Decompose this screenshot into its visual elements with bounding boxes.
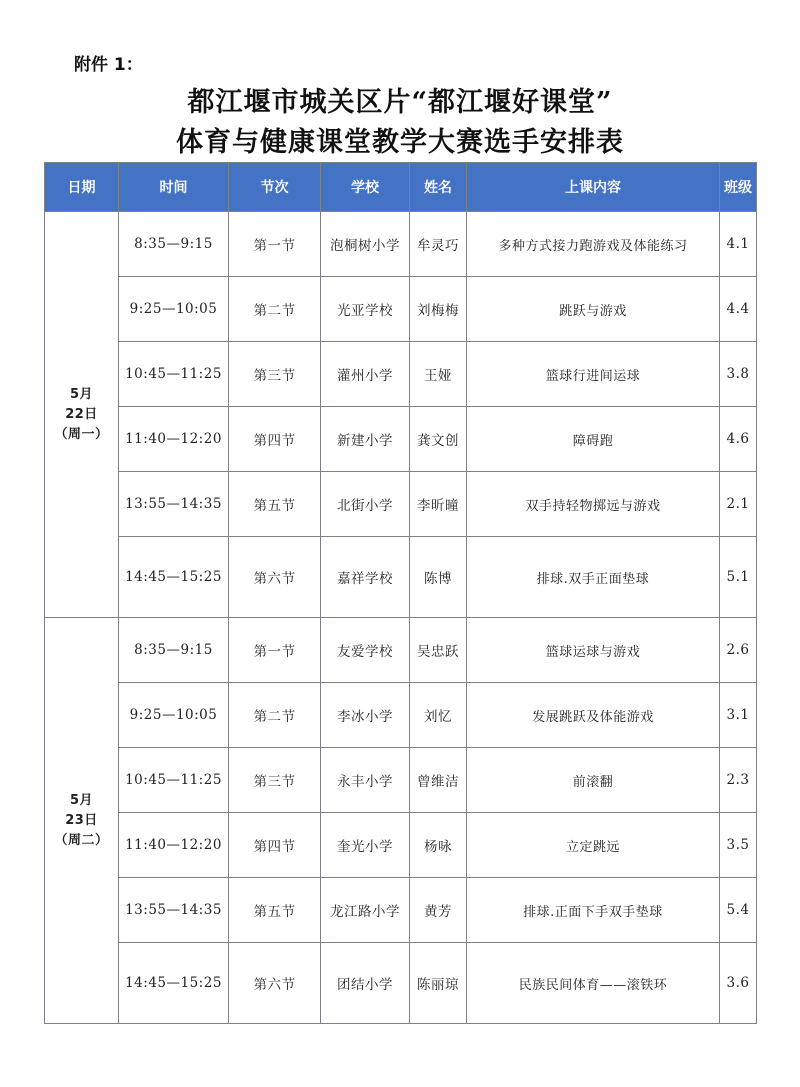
header-date: 日期 bbox=[45, 163, 119, 212]
cell-time: 10:45—11:25 bbox=[119, 748, 229, 813]
cell-name: 李昕曈 bbox=[410, 472, 467, 537]
cell-class: 4.1 bbox=[720, 212, 757, 277]
cell-school: 光亚学校 bbox=[321, 277, 410, 342]
cell-time: 8:35—9:15 bbox=[119, 212, 229, 277]
header-topic: 上课内容 bbox=[467, 163, 720, 212]
cell-period: 第五节 bbox=[229, 472, 321, 537]
date-cell bbox=[45, 618, 119, 1024]
attachment-label: 附件 1： bbox=[74, 55, 143, 75]
cell-name: 刘梅梅 bbox=[410, 277, 467, 342]
cell-name: 刘忆 bbox=[410, 683, 467, 748]
cell-school: 团结小学 bbox=[321, 943, 410, 1024]
cell-name: 吴忠跃 bbox=[410, 618, 467, 683]
cell-period: 第四节 bbox=[229, 407, 321, 472]
date-month: 5月 bbox=[69, 792, 94, 808]
cell-topic: 排球.正面下手双手垫球 bbox=[467, 878, 720, 943]
cell-topic: 排球.双手正面垫球 bbox=[467, 537, 720, 618]
cell-class: 3.6 bbox=[720, 943, 757, 1024]
cell-period: 第二节 bbox=[229, 683, 321, 748]
cell-topic: 发展跳跃及体能游戏 bbox=[467, 683, 720, 748]
table-row bbox=[45, 342, 757, 407]
cell-time: 10:45—11:25 bbox=[119, 342, 229, 407]
date-weekday: （周二） bbox=[54, 832, 109, 848]
table-row bbox=[45, 878, 757, 943]
table-row bbox=[45, 407, 757, 472]
header-time: 时间 bbox=[119, 163, 229, 212]
date-cell bbox=[45, 212, 119, 618]
cell-time: 14:45—15:25 bbox=[119, 943, 229, 1024]
cell-class: 3.5 bbox=[720, 813, 757, 878]
cell-class: 5.4 bbox=[720, 878, 757, 943]
cell-class: 4.6 bbox=[720, 407, 757, 472]
cell-name: 王娅 bbox=[410, 342, 467, 407]
date-day: 23日 bbox=[65, 812, 98, 828]
cell-time: 13:55—14:35 bbox=[119, 878, 229, 943]
header-period: 节次 bbox=[229, 163, 321, 212]
cell-period: 第六节 bbox=[229, 537, 321, 618]
table-row bbox=[45, 813, 757, 878]
schedule-table bbox=[44, 162, 757, 1024]
cell-period: 第三节 bbox=[229, 748, 321, 813]
cell-period: 第二节 bbox=[229, 277, 321, 342]
cell-school: 北街小学 bbox=[321, 472, 410, 537]
cell-period: 第一节 bbox=[229, 212, 321, 277]
cell-topic: 前滚翻 bbox=[467, 748, 720, 813]
cell-school: 龙江路小学 bbox=[321, 878, 410, 943]
cell-name: 陈博 bbox=[410, 537, 467, 618]
cell-class: 4.4 bbox=[720, 277, 757, 342]
header-school: 学校 bbox=[321, 163, 410, 212]
cell-topic: 篮球行进间运球 bbox=[467, 342, 720, 407]
cell-class: 3.1 bbox=[720, 683, 757, 748]
cell-class: 3.8 bbox=[720, 342, 757, 407]
cell-topic: 篮球运球与游戏 bbox=[467, 618, 720, 683]
cell-school: 嘉祥学校 bbox=[321, 537, 410, 618]
table-row bbox=[45, 277, 757, 342]
cell-period: 第五节 bbox=[229, 878, 321, 943]
cell-school: 新建小学 bbox=[321, 407, 410, 472]
cell-school: 李冰小学 bbox=[321, 683, 410, 748]
cell-name: 牟灵巧 bbox=[410, 212, 467, 277]
cell-school: 奎光小学 bbox=[321, 813, 410, 878]
cell-time: 9:25—10:05 bbox=[119, 683, 229, 748]
date-day: 22日 bbox=[65, 406, 98, 422]
table-row bbox=[45, 212, 757, 277]
cell-class: 2.3 bbox=[720, 748, 757, 813]
cell-time: 9:25—10:05 bbox=[119, 277, 229, 342]
table-row bbox=[45, 618, 757, 683]
cell-time: 14:45—15:25 bbox=[119, 537, 229, 618]
cell-school: 泡桐树小学 bbox=[321, 212, 410, 277]
page-title-line-1: 都江堰市城关区片“都江堰好课堂” bbox=[187, 87, 613, 118]
cell-period: 第六节 bbox=[229, 943, 321, 1024]
cell-class: 2.6 bbox=[720, 618, 757, 683]
cell-school: 友爱学校 bbox=[321, 618, 410, 683]
cell-time: 8:35—9:15 bbox=[119, 618, 229, 683]
cell-topic: 双手持轻物掷远与游戏 bbox=[467, 472, 720, 537]
cell-period: 第一节 bbox=[229, 618, 321, 683]
cell-name: 黄芳 bbox=[410, 878, 467, 943]
cell-class: 2.1 bbox=[720, 472, 757, 537]
cell-name: 杨咏 bbox=[410, 813, 467, 878]
table-row bbox=[45, 472, 757, 537]
cell-period: 第四节 bbox=[229, 813, 321, 878]
cell-topic: 立定跳远 bbox=[467, 813, 720, 878]
date-weekday: （周一） bbox=[54, 426, 109, 442]
header-row bbox=[45, 163, 757, 212]
cell-class: 5.1 bbox=[720, 537, 757, 618]
header-class: 班级 bbox=[720, 163, 757, 212]
table-row bbox=[45, 748, 757, 813]
cell-school: 灌州小学 bbox=[321, 342, 410, 407]
page-title-line-2: 体育与健康课堂教学大赛选手安排表 bbox=[176, 127, 624, 158]
cell-topic: 跳跃与游戏 bbox=[467, 277, 720, 342]
table-row bbox=[45, 943, 757, 1024]
cell-topic: 障碍跑 bbox=[467, 407, 720, 472]
cell-name: 曾维洁 bbox=[410, 748, 467, 813]
table-row bbox=[45, 683, 757, 748]
cell-time: 11:40—12:20 bbox=[119, 407, 229, 472]
cell-name: 龚文创 bbox=[410, 407, 467, 472]
cell-time: 13:55—14:35 bbox=[119, 472, 229, 537]
header-name: 姓名 bbox=[410, 163, 467, 212]
cell-name: 陈丽琼 bbox=[410, 943, 467, 1024]
cell-topic: 民族民间体育——滚铁环 bbox=[467, 943, 720, 1024]
cell-time: 11:40—12:20 bbox=[119, 813, 229, 878]
cell-topic: 多种方式接力跑游戏及体能练习 bbox=[467, 212, 720, 277]
cell-school: 永丰小学 bbox=[321, 748, 410, 813]
date-month: 5月 bbox=[69, 386, 94, 402]
cell-period: 第三节 bbox=[229, 342, 321, 407]
table-row bbox=[45, 537, 757, 618]
